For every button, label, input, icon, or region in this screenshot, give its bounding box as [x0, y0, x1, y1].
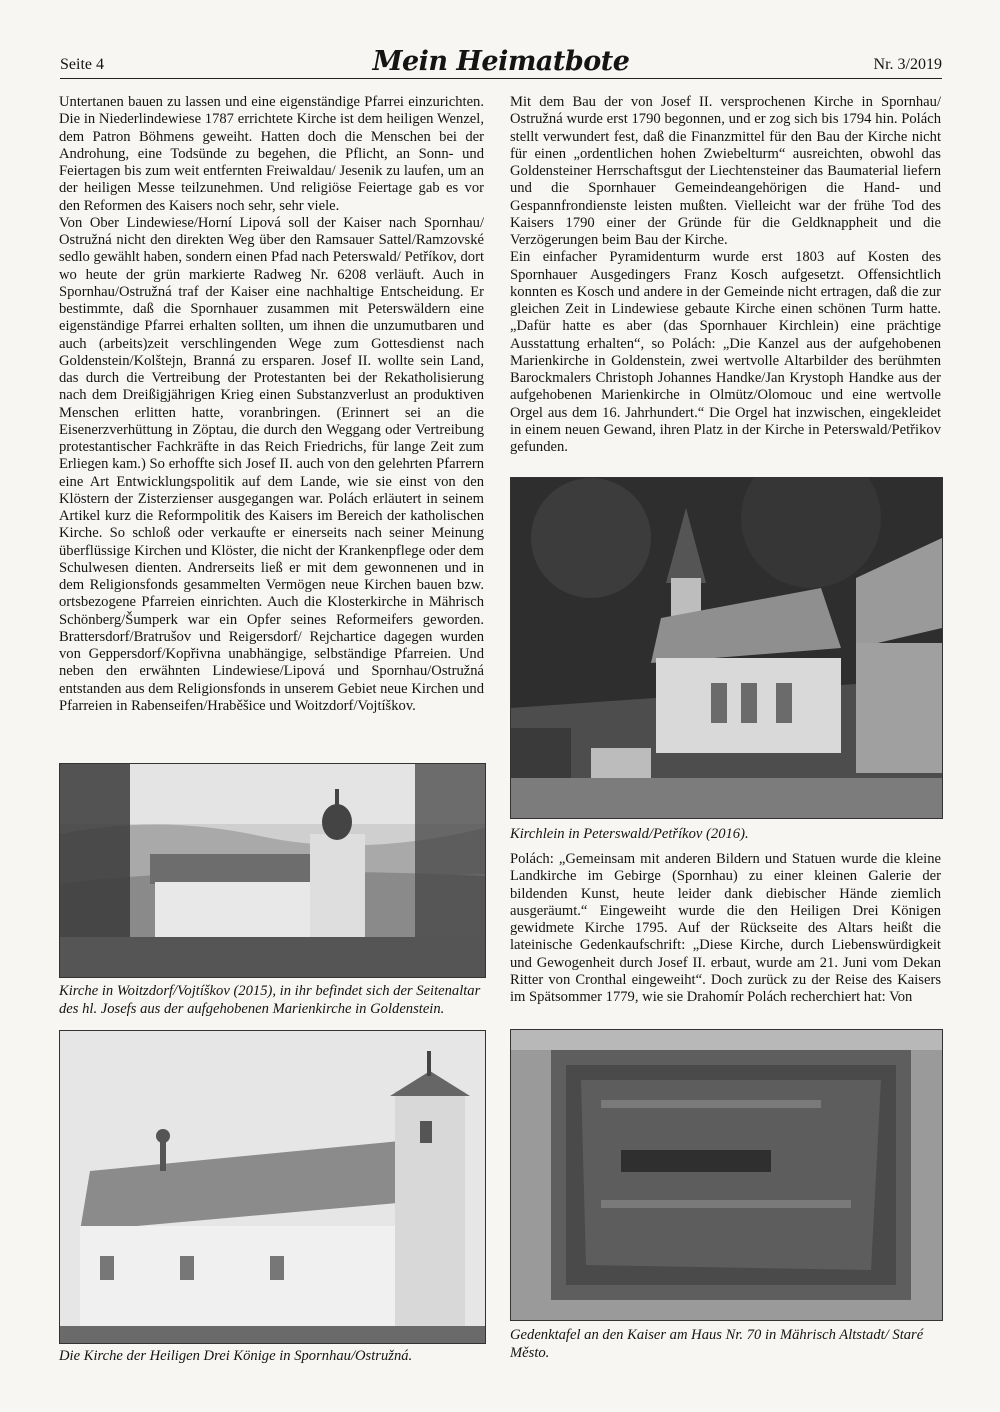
issue-number: Nr. 3/2019 — [873, 56, 942, 73]
right-column-text-top — [510, 94, 941, 456]
left-column-text — [59, 94, 484, 715]
page-header — [60, 38, 942, 79]
paragraph: Mit dem Bau der von Josef II. versprochenen Kirche in Spornhau/ Ostružná wurde erst 1790 begonnen, und er zog sich bis 1794 hin. Polách stellt verwundert fest, daß die Finanzmittel für den Bau der Kirche nicht für einen „ordentlichen hohen Zwiebelturm“ ausreichten, obwohl das Goldensteiner Herrschaftsgut der Liechtensteiner das Baumaterial liefern und die Spornhauer Gemeindeangehörigen die Hand- und Gespannfrondienste leisten mußten. Vielleicht war der frühe Tod des Kaisers 1790 einer der Gründe für die Geldknappheit und die Verzögerungen beim Bau der Kirche. — [510, 94, 941, 248]
photo-gedenktafel — [510, 1029, 943, 1321]
photo-peterswald-chapel — [510, 477, 943, 819]
paragraph: Untertanen bauen zu lassen und eine eigenständige Pfarrei einzurichten. Die in Niederlindewiese 1787 errichtete Kirche ist dem heiligen Wenzel, dem Patron Böhmens geweiht. Hatten doch die Menschen bei der Androhung, eine Todsünde zu begehen, die Pflicht, an Sonn- und Feiertagen bis zum weit entfernten Freiwaldau/ Jesenik zu laufen, um an der heiligen Messe teilzunehmen. Und religiöse Feiertage gab es vor den Reformen des Kaisers noch sehr, sehr viele. — [59, 94, 484, 214]
caption-gedenktafel: Gedenktafel an den Kaiser am Haus Nr. 70 in Mährisch Altstadt/ Staré Město. — [510, 1327, 924, 1361]
page-number: Seite 4 — [60, 56, 104, 73]
right-column-text-bottom — [510, 851, 941, 1006]
paragraph: Ein einfacher Pyramidenturm wurde erst 1803 auf Kosten des Spornhauer Ausgedingers Franz Kosch aufgesetzt. Offensichtlich konnten es Kosch und andere in der Gemeinde nicht ertragen, daß die zur gleichen Zeit in Lindewiese gebaute Kirche einen schönen Turm hatte. „Dafür hatte es aber (das Spornhauer Kirchlein) eine prächtige Ausstattung erhalten“, so Polách: „Die Kanzel aus der aufgehobenen Marienkirche in Goldenstein, zwei wertvolle Altarbilder des berühmten Barockmalers Christoph Johannes Handke/Jan Krystoph Handke aus der aufgehobenen Marienkirche in Olmütz/Olomouc und eine wertvolle Orgel aus dem 16. Jahrhundert.“ Die Orgel hat inzwischen, eingekleidet in einem neuen Gewand, ihren Platz in der Kirche in Peterswald/Petřikov gefunden. — [510, 249, 941, 455]
photo-woitzdorf-church — [59, 763, 486, 978]
paragraph: Polách: „Gemeinsam mit anderen Bildern und Statuen wurde die kleine Landkirche im Gebirge (Spornhau) zu einer kleinen Galerie der bildenden Kunst, heute leider dank diebischer Hände ziemlich ausgeräumt.“ Eingeweiht wurde die den Heiligen Drei Königen gewidmete Kirche 1795. Auf der Rückseite des Altars heißt die lateinische Gedenkaufschrift: „Diese Kirche, durch Liebenswürdigkeit und Gewogenheit durch Josef II. erbaut, wurde am 21. Juni vom Dekan Ritter von Cronthal eingeweiht“. Doch zurück zu der Reise des Kaisers im Spätsommer 1779, wie sie Drahomír Polách recherchiert hat: Von — [510, 851, 941, 1005]
caption-peterswald: Kirchlein in Peterswald/Petříkov (2016). — [510, 826, 749, 842]
photo-spornhau-church — [59, 1030, 486, 1344]
paragraph: Von Ober Lindewiese/Horní Lipová soll der Kaiser nach Spornhau/ Ostružná nicht den direkten Weg über den Ramsauer Sattel/Ramzovské sedlo gewählt haben, sondern einen Pfad nach Peterswald/ Petříkov, dort wo heute der grün markierte Radweg Nr. 6208 verläuft. Auch in Spornhau/Ostružná traf der Kaiser eine nachhaltige Entscheidung. Er bestimmte, daß die Spornhauer zusammen mit Peterswäldern eine eigenständige Pfarrei erhalten sollten, um ihnen die unzumutbaren und auch (arbeits)zeit verschlingenden Wege zum Gottesdienst nach Goldenstein/Kolštejn, Branná zu ersparen. Josef II. wollte sein Land, das durch die Vertreibung der Protestanten bei der Rekatholisierung nach dem Dreißigjährigen Krieg einen Substanzverlust an produktiven Menschen erlitten hatte, voranbringen. (Erinnert sei an die Eisenerzverhüttung in Zöptau, die durch den Weggang oder Vertreibung protestantischer Fachkräfte in das Reich Friedrichs, für lange Zeit zum Erliegen kam.) So erhoffte sich Josef II. auch von den gelehrten Pfarrern eine Art Entwicklungspolitik auf dem Lande, wie sie einst von den Klöstern der Zisterzienser ausgegangen war. Polách erläutert in seinem Artikel kurz die Reformpolitik des Kaisers im Bereich der katholischen Kirche. So schloß oder verkaufte er einerseits nach seiner Meinung überflüssige Kirchen und Klöster, die nicht der Krankenpflege oder dem Schulwesen dienten. Andrerseits ließ er mit dem gewonnenen und in dem Religionsfonds gesammelten Vermögen neue Kirchen bauen bzw. ortsbezogene Pfarreien einrichten. Auch die Klosterkirche in Mährisch Schönberg/Šumperk war ein Opfer seines Reformeifers geworden. Brattersdorf/Bratrušov und Reigersdorf/ Rejchartice dagegen wurden von Geppersdorf/Kopřivna unabhängige, selbständige Pfarreien. Und neben den erwähnten Lindewiese/Lipová und Spornhau/Ostružná entstanden aus dem Religionsfonds in unserem Gebiet neue Kirchen und Pfarreien in Rabenseifen/Hraběšice und Woitzdorf/Vojtíškov. — [59, 214, 484, 714]
masthead-logo: Mein Heimatbote — [372, 46, 630, 77]
caption-spornhau: Die Kirche der Heiligen Drei Könige in Spornhau/Ostružná. — [59, 1348, 413, 1364]
caption-woitzdorf: Kirche in Woitzdorf/Vojtíškov (2015), in ihr befindet sich der Seitenaltar des hl. Josefs aus der aufgehobenen Marienkirche in Goldenstein. — [59, 983, 481, 1017]
